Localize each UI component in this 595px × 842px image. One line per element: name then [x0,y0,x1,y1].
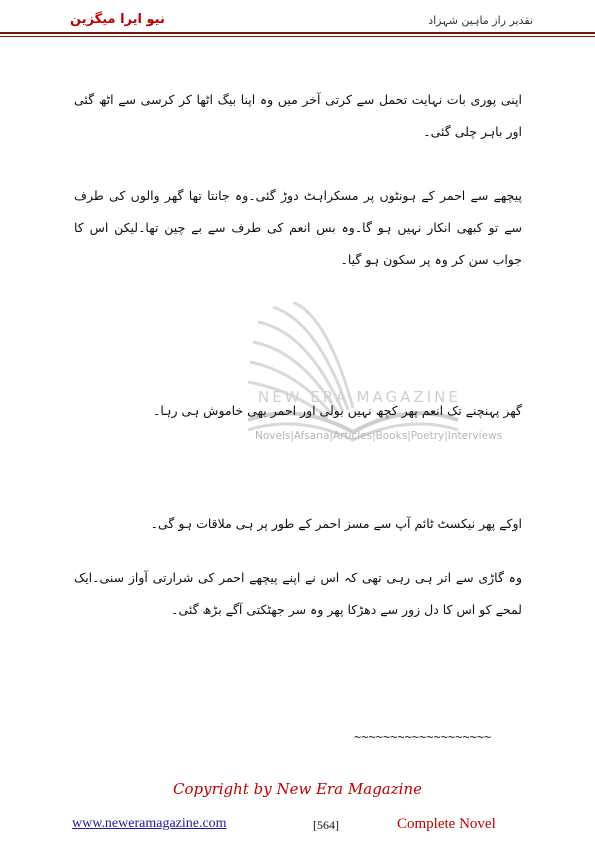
page-number: [564] [313,818,339,832]
watermark-title: NEW ERA MAGAZINE [258,388,461,406]
paragraph-2: پیچھے سے احمر کے ہونٹوں پر مسکراہٹ دوڑ گئی۔وہ جانتا تھا گھر والوں کی طرف سے تو کبھی انکار نہیں ہو گا۔وہ بس انعم کی طرف سے بے چین تھا۔لیکن اس کا جواب سن کر وہ پر سکون ہو گیا۔ [74,188,522,267]
page-header [0,0,595,44]
watermark-subtitle: Novels|Afsana|Articles|Books|Poetry|Interviews [255,430,503,442]
footer-label: Complete Novel [397,816,496,832]
page-footer [0,816,595,836]
section-separator: ~~~~~~~~~~~~~~~~~~~ [354,730,492,744]
paragraph-3: گھر پہنچنے تک انعم پھر کچھ نہیں بولی اور احمر بھی خاموش ہی رہا۔ [153,403,522,418]
copyright-notice: Copyright by New Era Magazine [173,780,422,798]
header-rule-thin [0,36,595,37]
paragraph-4: اوکے پھر نیکسٹ ٹائم آپ سے مسز احمر کے طور پر ہی ملاقات ہو گی۔ [150,516,522,531]
header-rule-thick [0,32,595,34]
paragraph-5: وہ گاڑی سے اتر ہی رہی تھی کہ اس نے اپنے پیچھے احمر کی شرارتی آواز سنی۔ایک لمحے کو اس کا دل زور سے دھڑکا پھر وہ سر جھٹکتی آگے بڑھ گئی۔ [74,570,522,617]
website-link[interactable]: www.neweramagazine.com [72,816,227,831]
magazine-name: نیو ایرا میگزین [70,12,165,27]
book-title: نقدیر راز ماہین شہزاد [428,14,533,27]
paragraph-1: اپنی پوری بات نہایت تحمل سے کرتی آخر میں وہ اپنا بیگ اٹھا کر کرسی سے اٹھ گئی اور باہر چلی گئی۔ [74,92,522,139]
